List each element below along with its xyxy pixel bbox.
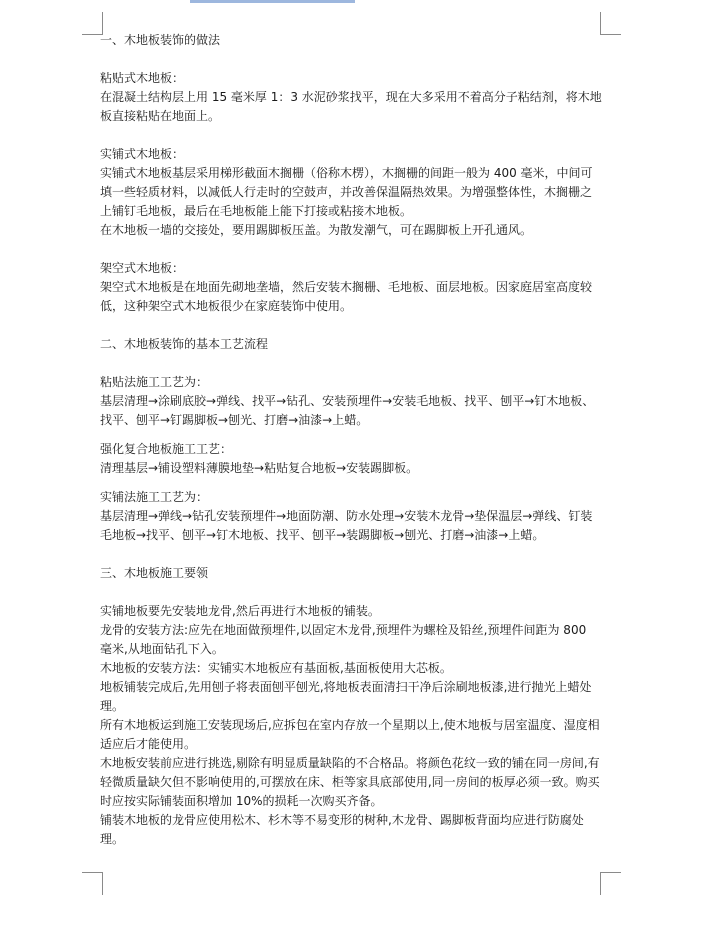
crop-mark-top-right bbox=[600, 12, 621, 35]
tips-paragraph: 铺装木地板的龙骨应使用松木、杉木等不易变形的树种,木龙骨、踢脚板背面均应进行防腐处理。 bbox=[100, 813, 584, 846]
solid-floor-body: 实铺式木地板基层采用梯形截面木搁栅（俗称木楞），木搁栅的间距一般为 400 毫米，中间可填一些轻质材料，以减低人行走时的空鼓声，并改善保温隔热效果。为增强整体性，木搁栅之上铺钉毛地板，最后在毛地板能上能下打接或粘接木地板。 bbox=[100, 166, 593, 218]
raised-floor-body: 架空式木地板是在地面先砌地垄墙，然后安装木搁栅、毛地板、面层地板。因家庭居室高度较低，这种架空式木地板很少在家庭装饰中使用。 bbox=[100, 280, 593, 313]
composite-process-body: 清理基层→铺设塑料薄膜地垫→粘贴复合地板→安装踢脚板。 bbox=[100, 461, 419, 475]
section-heading-2: 二、木地板装饰的基本工艺流程 bbox=[100, 337, 269, 351]
raised-floor-title: 架空式木地板： bbox=[100, 261, 185, 275]
tips-paragraph: 地板铺装完成后,先用刨子将表面刨平刨光,将地板表面清扫干净后涂刷地板漆,进行抛光上蜡处理。 bbox=[100, 680, 592, 713]
crop-mark-bottom-left bbox=[82, 872, 103, 895]
tips-paragraph: 龙骨的安装方法:应先在地面做预埋件,以固定木龙骨,预埋件为螺栓及铅丝,预埋件间距为 800 毫米,从地面钻孔下入。 bbox=[100, 623, 591, 656]
solid-process-title: 实铺法施工工艺为： bbox=[100, 490, 209, 504]
glued-floor-body: 在混凝土结构层上用 15 毫米厚 1：3 水泥砂浆找平，现在大多采用不着高分子粘结剂，将木地板直接粘贴在地面上。 bbox=[100, 90, 602, 123]
section-heading-3: 三、木地板施工要领 bbox=[100, 566, 209, 580]
solid-floor-note: 在木地板一墙的交接处，要用踢脚板压盖。为散发潮气，可在踢脚板上开孔通风。 bbox=[100, 223, 533, 237]
tips-paragraph: 木地板安装前应进行挑选,剔除有明显质量缺陷的不合格品。将颜色花纹一致的铺在同一房间,有轻微质量缺欠但不影响使用的,可摆放在床、柜等家具底部使用,同一房间的板厚必须一致。购买时应按实际铺装面积增加 10%的损耗一次购买齐备。 bbox=[100, 756, 600, 808]
solid-floor-title: 实铺式木地板： bbox=[100, 147, 185, 161]
tips-paragraph: 木地板的安装方法：实铺实木地板应有基面板,基面板使用大芯板。 bbox=[100, 661, 452, 675]
glued-process-body: 基层清理→涂刷底胶→弹线、找平→钻孔、安装预埋件→安装毛地板、找平、刨平→钉木地板、找平、刨平→钉踢脚板→刨光、打磨→油漆→上蜡。 bbox=[100, 394, 595, 427]
crop-mark-bottom-right bbox=[600, 872, 621, 895]
glued-floor-title: 粘贴式木地板： bbox=[100, 71, 185, 85]
glued-process-title: 粘贴法施工工艺为： bbox=[100, 375, 209, 389]
composite-process-title: 强化复合地板施工工艺： bbox=[100, 442, 233, 456]
solid-process-body: 基层清理→弹线→钻孔安装预埋件→地面防潮、防水处理→安装木龙骨→垫保温层→弹线、钉装毛地板→找平、刨平→钉木地板、找平、刨平→装踢脚板→刨光、打磨→油漆→上蜡。 bbox=[100, 509, 593, 542]
tips-paragraph: 所有木地板运到施工安装现场后,应拆包在室内存放一个星期以上,使木地板与居室温度、湿度相适应后才能使用。 bbox=[100, 718, 600, 751]
tips-paragraph: 实铺地板要先安装地龙骨,然后再进行木地板的铺装。 bbox=[100, 604, 380, 618]
top-accent-bar bbox=[190, 0, 355, 3]
section-heading-1: 一、木地板装饰的做法 bbox=[100, 33, 221, 47]
document-page bbox=[100, 31, 602, 849]
